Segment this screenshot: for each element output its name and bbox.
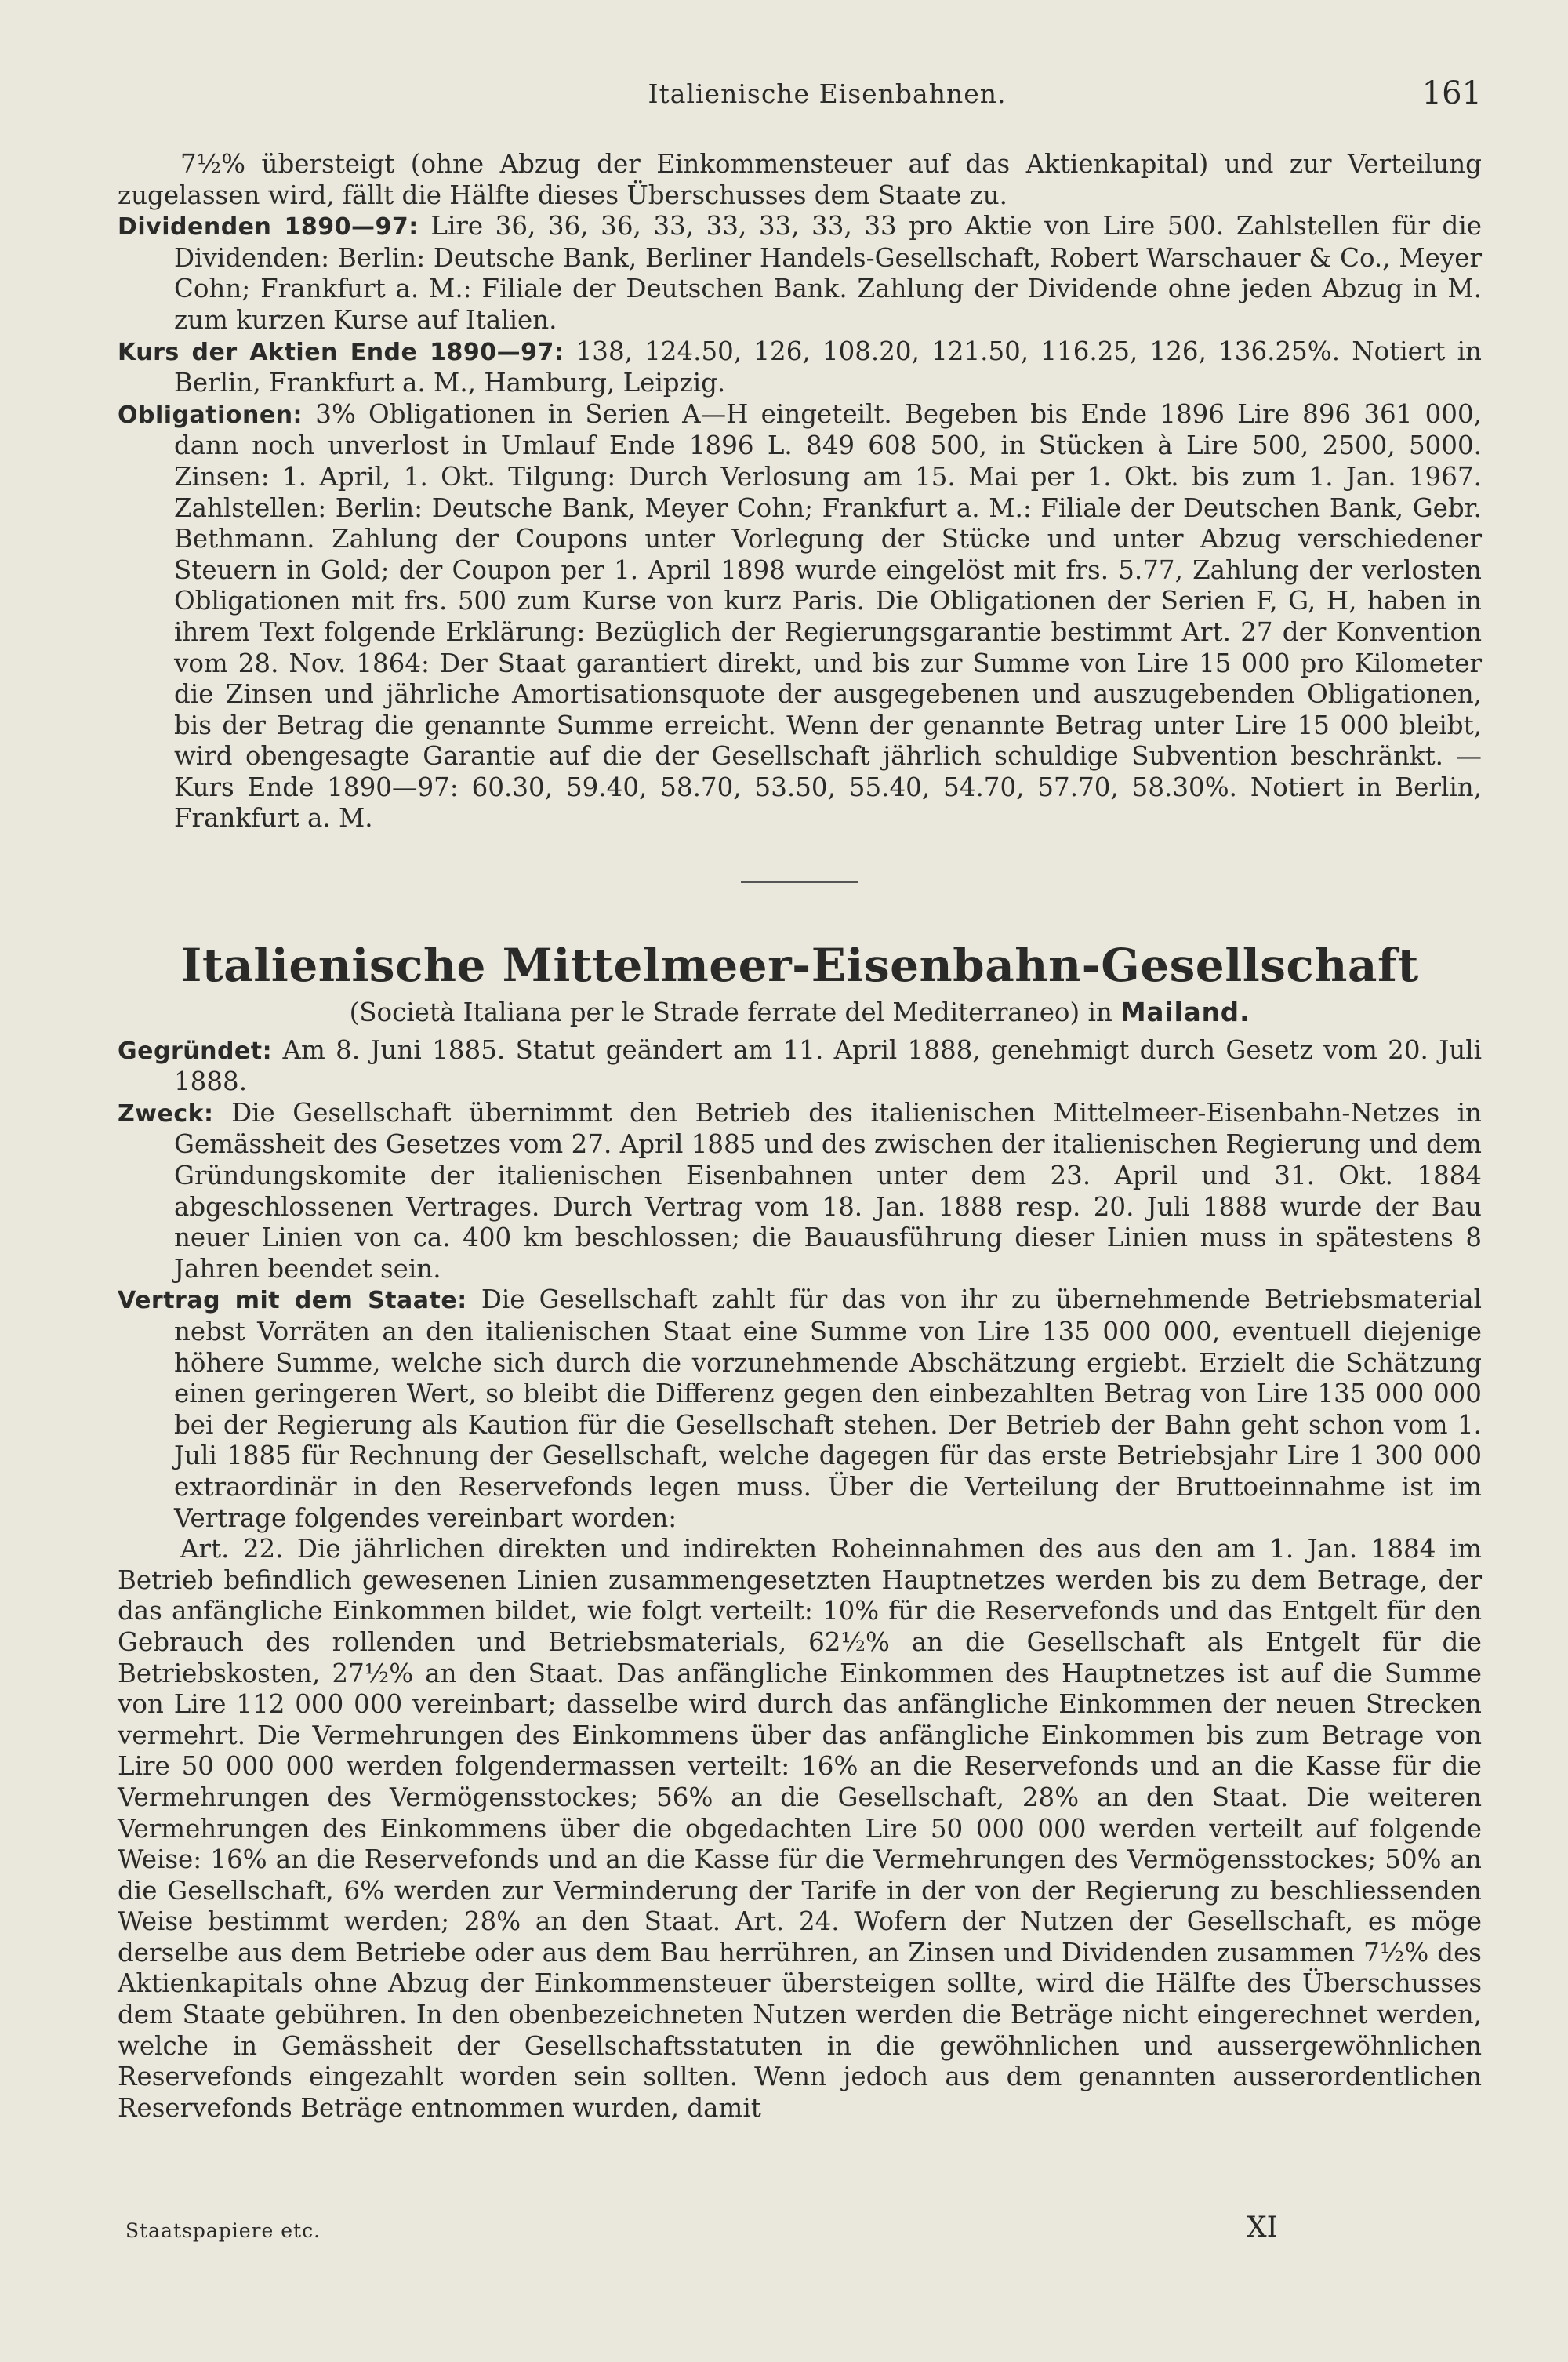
kurs-entry xyxy=(118,336,1482,399)
obligationen-entry xyxy=(118,399,1482,834)
dividenden-label: Dividenden 1890—97: xyxy=(118,213,419,242)
gegruendet-label: Gegründet: xyxy=(118,1037,273,1065)
subtitle-text: (Società Italiana per le Strade ferrate del Mediterraneo) in xyxy=(349,997,1112,1028)
page-footer xyxy=(118,2211,1482,2251)
dividenden-text: Lire 36, 36, 36, 33, 33, 33, 33, 33 pro Aktie von Lire 500. Zahlstellen für die Dividenden: Berlin: Deutsche Bank, Berliner Handels-Gesellschaft, Robert Warschauer & Co., Meyer Cohn; Frankfurt a. M.: Filiale der Deutschen Bank. Zahlung der Dividende ohne jeden Abzug in M. zum kurzen Kurse auf Italien. xyxy=(174,211,1482,335)
page-header xyxy=(172,75,1482,122)
company-title: Italienische Mittelmeer-Eisenbahn-Gesellschaft xyxy=(180,939,1419,993)
dividenden-entry xyxy=(118,211,1482,336)
gegruendet-entry xyxy=(118,1035,1482,1098)
running-title: Italienische Eisenbahnen. xyxy=(648,78,1007,109)
vertrag-label: Vertrag mit dem Staate: xyxy=(118,1287,467,1315)
city-name: Mailand. xyxy=(1120,997,1250,1028)
sheet-number: XI xyxy=(1247,2211,1278,2244)
obligationen-label: Obligationen: xyxy=(118,401,303,429)
kurs-label: Kurs der Aktien Ende 1890—97: xyxy=(118,338,564,366)
zweck-entry xyxy=(118,1098,1482,1285)
art22-paragraph: Art. 22. Die jährlichen direkten und indirekten Roheinnahmen des aus den am 1. Jan. 1884 im Betrieb befindlich gewesenen Linien zusammengesetzten Hauptnetzes werden bis zu dem Betrage, der das anfängliche Einkommen bildet, wie folgt verteilt: 10% für die Reservefonds und das Entgelt für den Gebrauch des rollenden und Betriebsmaterials, 62½% an die Gesellschaft als Entgelt für die Betriebskosten, 27½% an den Staat. Das anfängliche Einkommen des Hauptnetzes ist auf die Summe von Lire 112 000 000 vereinbart; dasselbe wird durch das anfängliche Einkommen der neuen Strecken vermehrt. Die Vermehrungen des Einkommens über das anfängliche Einkommen bis zum Betrage von Lire 50 000 000 werden folgendermassen verteilt: 16% an die Reservefonds und an die Kasse für die Vermehrungen des Vermögensstockes; 56% an die Gesellschaft, 28% an den Staat. Die weiteren Vermehrungen des Einkommens über die obgedachten Lire 50 000 000 werden verteilt auf folgende Weise: 16% an die Reservefonds und an die Kasse für die Vermehrungen des Vermögensstockes; 50% an die Gesellschaft, 6% werden zur Verminderung der Tarife in der von der Regierung zu beschliessenden Weise bestimmt werden; 28% an den Staat. Art. 24. Wofern der Nutzen der Gesellschaft, es möge derselbe aus dem Betriebe oder aus dem Bau herrühren, an Zinsen und Dividenden zusammen 7½% des Aktienkapitals ohne Abzug der Einkommensteuer übersteigen sollte, wird die Hälfte des Überschusses dem Staate gebühren. In den obenbezeichneten Nutzen werden die Beträge nicht eingerechnet werden, welche in Gemässheit der Gesellschaftsstatuten in die gewöhnlichen und aussergewöhnlichen Reservefonds eingezahlt worden sein sollten. Wenn jedoch aus dem genannten ausserordentlichen Reservefonds Beträge entnommen wurden, damit xyxy=(118,1534,1482,2123)
company-subtitle xyxy=(118,997,1482,1029)
vertrag-entry xyxy=(118,1285,1482,1534)
continuation-paragraph: 7½% übersteigt (ohne Abzug der Einkommensteuer auf das Aktienkapital) und zur Verteilung zugelassen wird, fällt die Hälfte dieses Überschusses dem Staate zu. xyxy=(118,149,1482,210)
zweck-label: Zweck: xyxy=(118,1099,214,1128)
zweck-text: Die Gesellschaft übernimmt den Betrieb des italienischen Mittelmeer-Eisenbahn-Netzes in Gemässheit des Gesetzes vom 27. April 1885 und des zwischen der italienischen Regierung und dem Gründungskomite der italienischen Eisenbahnen unter dem 23. April und 31. Okt. 1884 abgeschlossenen Vertrages. Durch Vertrag vom 18. Jan. 1888 resp. 20. Juli 1888 wurde der Bau neuer Linien von ca. 400 km beschlossen; die Bauausführung dieser Linien muss in spätestens 8 Jahren beendet sein. xyxy=(174,1097,1482,1284)
gegruendet-text: Am 8. Juni 1885. Statut geändert am 11. April 1888, genehmigt durch Gesetz vom 20. Juli 1888. xyxy=(174,1034,1482,1097)
kurs-text: 138, 124.50, 126, 108.20, 121.50, 116.25, 126, 136.25%. Notiert in Berlin, Frankfurt a. M., Hamburg, Leipzig. xyxy=(174,336,1482,398)
page-number: 161 xyxy=(1421,75,1482,111)
footer-signature: Staatspapiere etc. xyxy=(125,2219,321,2242)
obligationen-text: 3% Obligationen in Serien A—H eingeteilt. Begeben bis Ende 1896 Lire 896 361 000, dann noch unverlost in Umlauf Ende 1896 L. 849 608 500, in Stücken à Lire 500, 2500, 5000. Zinsen: 1. April, 1. Okt. Tilgung: Durch Verlosung am 15. Mai per 1. Okt. bis zum 1. Jan. 1967. Zahlstellen: Berlin: Deutsche Bank, Meyer Cohn; Frankfurt a. M.: Filiale der Deutschen Bank, Gebr. Bethmann. Zahlung der Coupons unter Vorlegung der Stücke und unter Abzug verschiedener Steuern in Gold; der Coupon per 1. April 1898 wurde eingelöst mit frs. 5.77, Zahlung der verlosten Obligationen mit frs. 500 zum Kurse von kurz Paris. Die Obligationen der Serien F, G, H, haben in ihrem Text folgende Erklärung: Bezüglich der Regierungsgarantie bestimmt Art. 27 der Konvention vom 28. Nov. 1864: Der Staat garantiert direkt, und bis zur Summe von Lire 15 000 pro Kilometer die Zinsen und jährliche Amortisationsquote der ausgegebenen und auszugebenden Obligationen, bis der Betrag die genannte Summe erreicht. Wenn der genannte Betrag unter Lire 15 000 bleibt, wird obengesagte Garantie auf die der Gesellschaft jährlich schuldige Subvention beschränkt. — Kurs Ende 1890—97: 60.30, 59.40, 58.70, 53.50, 55.40, 54.70, 57.70, 58.30%. Notiert in Berlin, Frankfurt a. M. xyxy=(174,398,1482,834)
page-body xyxy=(118,149,1482,2124)
section-divider xyxy=(741,881,858,883)
vertrag-text: Die Gesellschaft zahlt für das von ihr zu übernehmende Betriebsmaterial nebst Vorräten an den italienischen Staat eine Summe von Lire 135 000 000, eventuell diejenige höhere Summe, welche sich durch die vorzunehmende Abschätzung ergiebt. Erzielt die Schätzung einen geringeren Wert, so bleibt die Differenz gegen den einbezahlten Betrag von Lire 135 000 000 bei der Regierung als Kaution für die Gesellschaft stehen. Der Betrieb der Bahn geht schon vom 1. Juli 1885 für Rechnung der Gesellschaft, welche dagegen für das erste Betriebsjahr Lire 1 300 000 extraordinär in den Reservefonds legen muss. Über die Verteilung der Bruttoeinnahme ist im Vertrage folgendes vereinbart worden: xyxy=(174,1285,1482,1533)
